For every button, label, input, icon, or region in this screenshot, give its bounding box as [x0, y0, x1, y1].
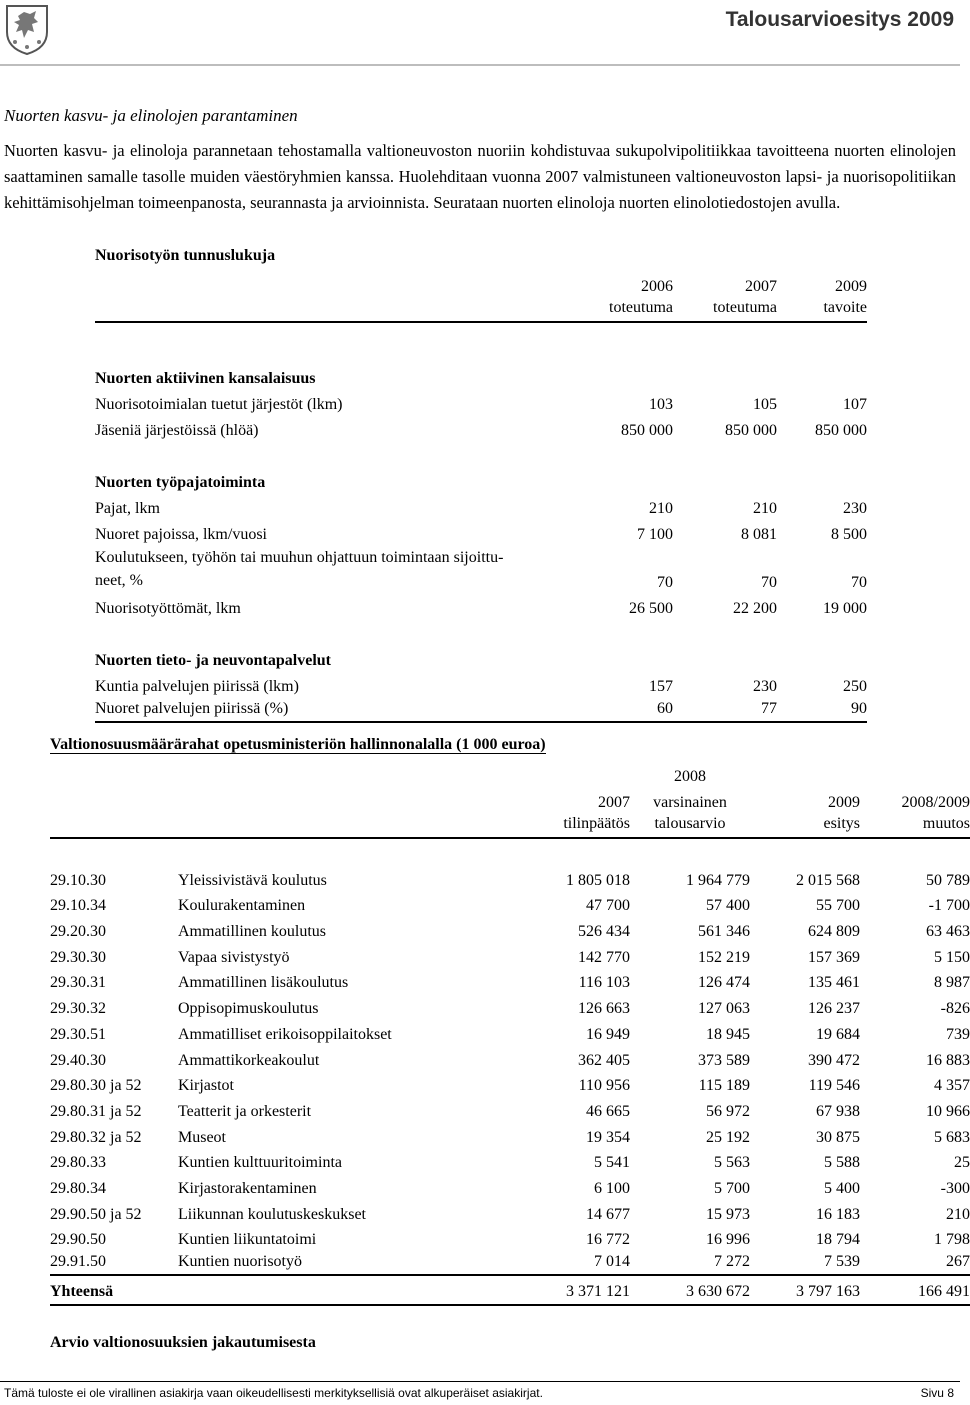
row-name: Kuntien nuorisotyö: [178, 1253, 302, 1270]
cell: 362 405: [578, 1051, 630, 1069]
row-name: Oppisopimuskoulutus: [178, 1000, 319, 1018]
row-code: 29.80.31 ja 52: [50, 1102, 142, 1120]
col-label: toteutuma: [713, 299, 777, 316]
cell: 47 700: [586, 897, 630, 915]
cell: 70: [851, 574, 867, 591]
cell: 30 875: [816, 1128, 860, 1146]
row-code: 29.91.50: [50, 1253, 106, 1270]
cell: 15 973: [706, 1205, 750, 1223]
cell: 77: [761, 700, 777, 717]
row-code: 29.80.32 ja 52: [50, 1128, 142, 1146]
table-row: [50, 915, 970, 941]
table-row: [95, 696, 867, 722]
row-name: Yleissivistävä koulutus: [178, 871, 327, 889]
footer-disclaimer: Tämä tuloste ei ole virallinen asiakirja vaan oikeudellisesti merkityksellisiä ovat alkuperäiset asiakirjat.: [4, 1386, 543, 1400]
cell: 10 966: [926, 1102, 970, 1120]
table-row: [95, 414, 867, 440]
cell: 67 938: [816, 1102, 860, 1120]
cell: 5 563: [714, 1154, 750, 1172]
cell: 526 434: [578, 923, 630, 941]
cell: 850 000: [621, 422, 673, 439]
total-label: Yhteensä: [50, 1283, 114, 1300]
header-cell: [50, 786, 178, 812]
cell: 8 081: [741, 526, 777, 543]
table-row: [50, 967, 970, 993]
row-label: [95, 544, 575, 592]
page-number: Sivu 8: [920, 1386, 954, 1400]
row-code: 29.80.30 ja 52: [50, 1077, 142, 1095]
header-cell: [750, 760, 860, 786]
row-code: 29.30.32: [50, 1000, 106, 1018]
row-name: Teatterit ja orkesterit: [178, 1102, 312, 1120]
cell: 373 589: [698, 1051, 750, 1069]
cell: 5 683: [934, 1128, 970, 1146]
group-heading: Nuorten työpajatoiminta: [95, 474, 266, 491]
cell: 390 472: [808, 1051, 860, 1069]
cell: 210: [753, 500, 777, 517]
cell: 1 798: [934, 1231, 970, 1249]
table1-header-row: [95, 270, 867, 296]
row-code: 29.20.30: [50, 923, 106, 941]
table-row: [50, 1121, 970, 1147]
cell: 107: [843, 396, 867, 413]
cell: 16 883: [926, 1051, 970, 1069]
cell: 16 772: [586, 1231, 630, 1249]
cell: 70: [657, 574, 673, 591]
cell: 70: [761, 574, 777, 591]
cell: 18 945: [706, 1025, 750, 1043]
row-code: 29.30.31: [50, 974, 106, 992]
total-cell: 166 491: [918, 1283, 970, 1300]
cell: 115 189: [698, 1077, 750, 1095]
cell: 63 463: [926, 923, 970, 941]
group-heading: Nuorten tieto- ja neuvontapalvelut: [95, 652, 331, 669]
table-row: [95, 388, 867, 414]
state-subsidy-table: [50, 734, 970, 1306]
row-name: Museot: [178, 1128, 226, 1146]
row-code: 29.90.50 ja 52: [50, 1205, 142, 1223]
section-paragraph: [4, 138, 956, 216]
cell: 5 700: [714, 1179, 750, 1197]
header-cell: [178, 786, 510, 812]
cell: 126 474: [698, 974, 750, 992]
cell: 22 200: [733, 600, 777, 617]
cell: 105: [753, 396, 777, 413]
cell: 267: [946, 1253, 970, 1270]
row-label: Pajat, lkm: [95, 500, 160, 517]
total-cell: 3 797 163: [796, 1283, 860, 1300]
cell: 6 100: [594, 1179, 630, 1197]
cell: 116 103: [578, 974, 630, 992]
row-label: Nuorisotyöttömät, lkm: [95, 600, 241, 617]
table1-body: [95, 270, 867, 722]
table-row: [50, 1172, 970, 1198]
row-label-line: Koulutukseen, työhön tai muuhun ohjattuun toimintaan sijoittu-: [95, 549, 504, 566]
cell: 157: [649, 678, 673, 695]
col-year: 2006: [641, 278, 673, 295]
table2-header-row: [50, 760, 970, 786]
row-name: Kuntien liikuntatoimi: [178, 1231, 317, 1249]
header-cell: esitys: [823, 815, 860, 832]
row-name: Ammatillinen lisäkoulutus: [178, 974, 349, 992]
header-cell: [510, 760, 630, 786]
cell: -826: [940, 1000, 970, 1018]
paragraph-text: Nuorten kasvu- ja elinoloja parannetaan tehostamalla valtioneuvoston nuoriin kohdistuvaa sukupolvipolitiikkaa tavoitteena nuorten elinolojen saattaminen samalle tasolle muiden väestöryhmien kanssa. Huolehditaan vuonna 2007 valmistuneen valtioneuvoston lapsi- ja nuorisopolitiikan kehittämisohjelman toimeenpanosta, seurannasta ja arvioinnista. Seurataan nuorten elinoloja nuorten elinolotiedostojen avulla.: [4, 141, 956, 212]
table-row: [50, 1224, 970, 1250]
table2-title-text: Valtionosuusmäärärahat opetusministeriön hallinnonalalla (1 000 euroa): [50, 736, 546, 753]
table-row: [50, 1249, 970, 1275]
cell: 55 700: [816, 897, 860, 915]
cell: 26 500: [629, 600, 673, 617]
header-cell: [860, 760, 970, 786]
table-row: [95, 518, 867, 544]
cell: 14 677: [586, 1205, 630, 1223]
cell: 127 063: [698, 1000, 750, 1018]
row-name: Koulurakentaminen: [178, 897, 306, 915]
col-label: tavoite: [823, 299, 867, 316]
header-cell: muutos: [922, 815, 970, 832]
youth-work-indicators-table: [95, 246, 867, 723]
cell: 5 588: [824, 1154, 860, 1172]
header-cell: talousarvio: [654, 815, 726, 832]
header-cell: [178, 760, 510, 786]
cell: 8 987: [934, 974, 970, 992]
table-row: [95, 592, 867, 618]
group-heading: Nuorten aktiivinen kansalaisuus: [95, 370, 316, 387]
table-row: [50, 1095, 970, 1121]
cell: 126 237: [808, 1000, 860, 1018]
header-divider: [0, 64, 960, 66]
row-code: 29.10.30: [50, 871, 106, 889]
header-cell: tilinpäätös: [563, 815, 630, 832]
cell: 126 663: [578, 1000, 630, 1018]
row-code: 29.80.33: [50, 1154, 106, 1172]
total-cell: 3 630 672: [686, 1283, 750, 1300]
row-code: 29.90.50: [50, 1231, 106, 1249]
table-row: [50, 1044, 970, 1070]
cell: 152 219: [698, 948, 750, 966]
row-label: Nuoret palvelujen piirissä (%): [95, 700, 289, 717]
row-label-line: neet, %: [95, 572, 143, 589]
cell: 4 357: [934, 1077, 970, 1095]
cell: 7 014: [594, 1253, 630, 1270]
cell: 850 000: [725, 422, 777, 439]
header-cell: 2008: [674, 768, 706, 785]
cell: 850 000: [815, 422, 867, 439]
cell: 230: [843, 500, 867, 517]
cell: 135 461: [808, 974, 860, 992]
cell: 210: [649, 500, 673, 517]
cell: 103: [649, 396, 673, 413]
row-name: Ammatillinen koulutus: [178, 923, 326, 941]
table-row: [50, 864, 970, 890]
header-cell: varsinainen: [653, 794, 727, 811]
header-cell: 2008/2009: [901, 794, 970, 811]
cell: 5 150: [934, 948, 970, 966]
finnish-coat-of-arms-icon: [4, 2, 50, 56]
cell: 142 770: [578, 948, 630, 966]
cell: -300: [940, 1179, 970, 1197]
cell: 19 000: [823, 600, 867, 617]
cell: 16 996: [706, 1231, 750, 1249]
subheading: Arvio valtionosuuksien jakautumisesta: [50, 1334, 316, 1351]
header-cell: 2007: [598, 794, 630, 811]
table-row: [50, 1018, 970, 1044]
row-code: 29.10.34: [50, 897, 106, 915]
cell: 7 272: [714, 1253, 750, 1270]
row-name: Ammattikorkeakoulut: [178, 1051, 320, 1069]
table-row: [95, 670, 867, 696]
row-name: Kuntien kulttuuritoiminta: [178, 1154, 342, 1172]
col-year: 2009: [835, 278, 867, 295]
cell: 90: [851, 700, 867, 717]
section-title: Nuorten kasvu- ja elinolojen parantaminen: [4, 106, 298, 125]
cell: 46 665: [586, 1102, 630, 1120]
cell: 739: [946, 1025, 970, 1043]
cell: 25 192: [706, 1128, 750, 1146]
table2-title: [50, 734, 910, 760]
header-cell: [50, 812, 178, 838]
total-row: [50, 1275, 970, 1305]
row-name: Kirjastorakentaminen: [178, 1179, 317, 1197]
cell: 561 346: [698, 923, 750, 941]
cell: 157 369: [808, 948, 860, 966]
table-row: [50, 1198, 970, 1224]
row-label: Nuorisotoimialan tuetut järjestöt (lkm): [95, 396, 343, 413]
cell: 5 400: [824, 1179, 860, 1197]
cell: 1 805 018: [566, 871, 630, 889]
cell: 1 964 779: [686, 871, 750, 889]
table1-header-row: [95, 296, 867, 322]
header-cell: [50, 760, 178, 786]
cell: 8 500: [831, 526, 867, 543]
cell: 16 949: [586, 1025, 630, 1043]
col-label: toteutuma: [609, 299, 673, 316]
cell: 57 400: [706, 897, 750, 915]
row-name: Liikunnan koulutuskeskukset: [178, 1205, 366, 1223]
cell: 19 354: [586, 1128, 630, 1146]
cell: 624 809: [808, 923, 860, 941]
cell: 7 100: [637, 526, 673, 543]
table2-body: [50, 760, 970, 1305]
cell: 2 015 568: [796, 871, 860, 889]
table1-title: Nuorisotyön tunnuslukuja: [95, 247, 276, 264]
table2-header-row: [50, 786, 970, 812]
cell: -1 700: [928, 897, 970, 915]
cell: 25: [954, 1154, 970, 1172]
header-cell: [178, 812, 510, 838]
table-row: [95, 492, 867, 518]
cell: 110 956: [578, 1077, 630, 1095]
cell: 210: [946, 1205, 970, 1223]
table-row: [95, 544, 867, 592]
row-label: Jäseniä järjestöissä (hlöä): [95, 422, 259, 439]
footer-divider: [0, 1381, 960, 1382]
row-code: 29.40.30: [50, 1051, 106, 1069]
cell: 56 972: [706, 1102, 750, 1120]
row-name: Ammatilliset erikoisoppilaitokset: [178, 1025, 392, 1043]
document-header-title: Talousarvioesitys 2009: [725, 8, 954, 31]
table-row: [50, 1070, 970, 1096]
row-code: 29.30.51: [50, 1025, 106, 1043]
table-row: [50, 1147, 970, 1173]
cell: 230: [753, 678, 777, 695]
table2-header-row: [50, 812, 970, 838]
table-row: [50, 890, 970, 916]
cell: 60: [657, 700, 673, 717]
header-cell: 2009: [828, 794, 860, 811]
col-year: 2007: [745, 278, 777, 295]
cell: 250: [843, 678, 867, 695]
cell: 16 183: [816, 1205, 860, 1223]
row-code: 29.30.30: [50, 948, 106, 966]
row-label: Kuntia palvelujen piirissä (lkm): [95, 678, 299, 695]
row-code: 29.80.34: [50, 1179, 106, 1197]
cell: 7 539: [824, 1253, 860, 1270]
row-name: Vapaa sivistystyö: [178, 948, 290, 966]
row-label: Nuoret pajoissa, lkm/vuosi: [95, 526, 267, 543]
cell: 119 546: [808, 1077, 860, 1095]
table-row: [50, 992, 970, 1018]
cell: 50 789: [926, 871, 970, 889]
cell: 19 684: [816, 1025, 860, 1043]
row-name: Kirjastot: [178, 1077, 234, 1095]
total-cell: 3 371 121: [566, 1283, 630, 1300]
cell: 5 541: [594, 1154, 630, 1172]
cell: 18 794: [816, 1231, 860, 1249]
table-row: [50, 941, 970, 967]
